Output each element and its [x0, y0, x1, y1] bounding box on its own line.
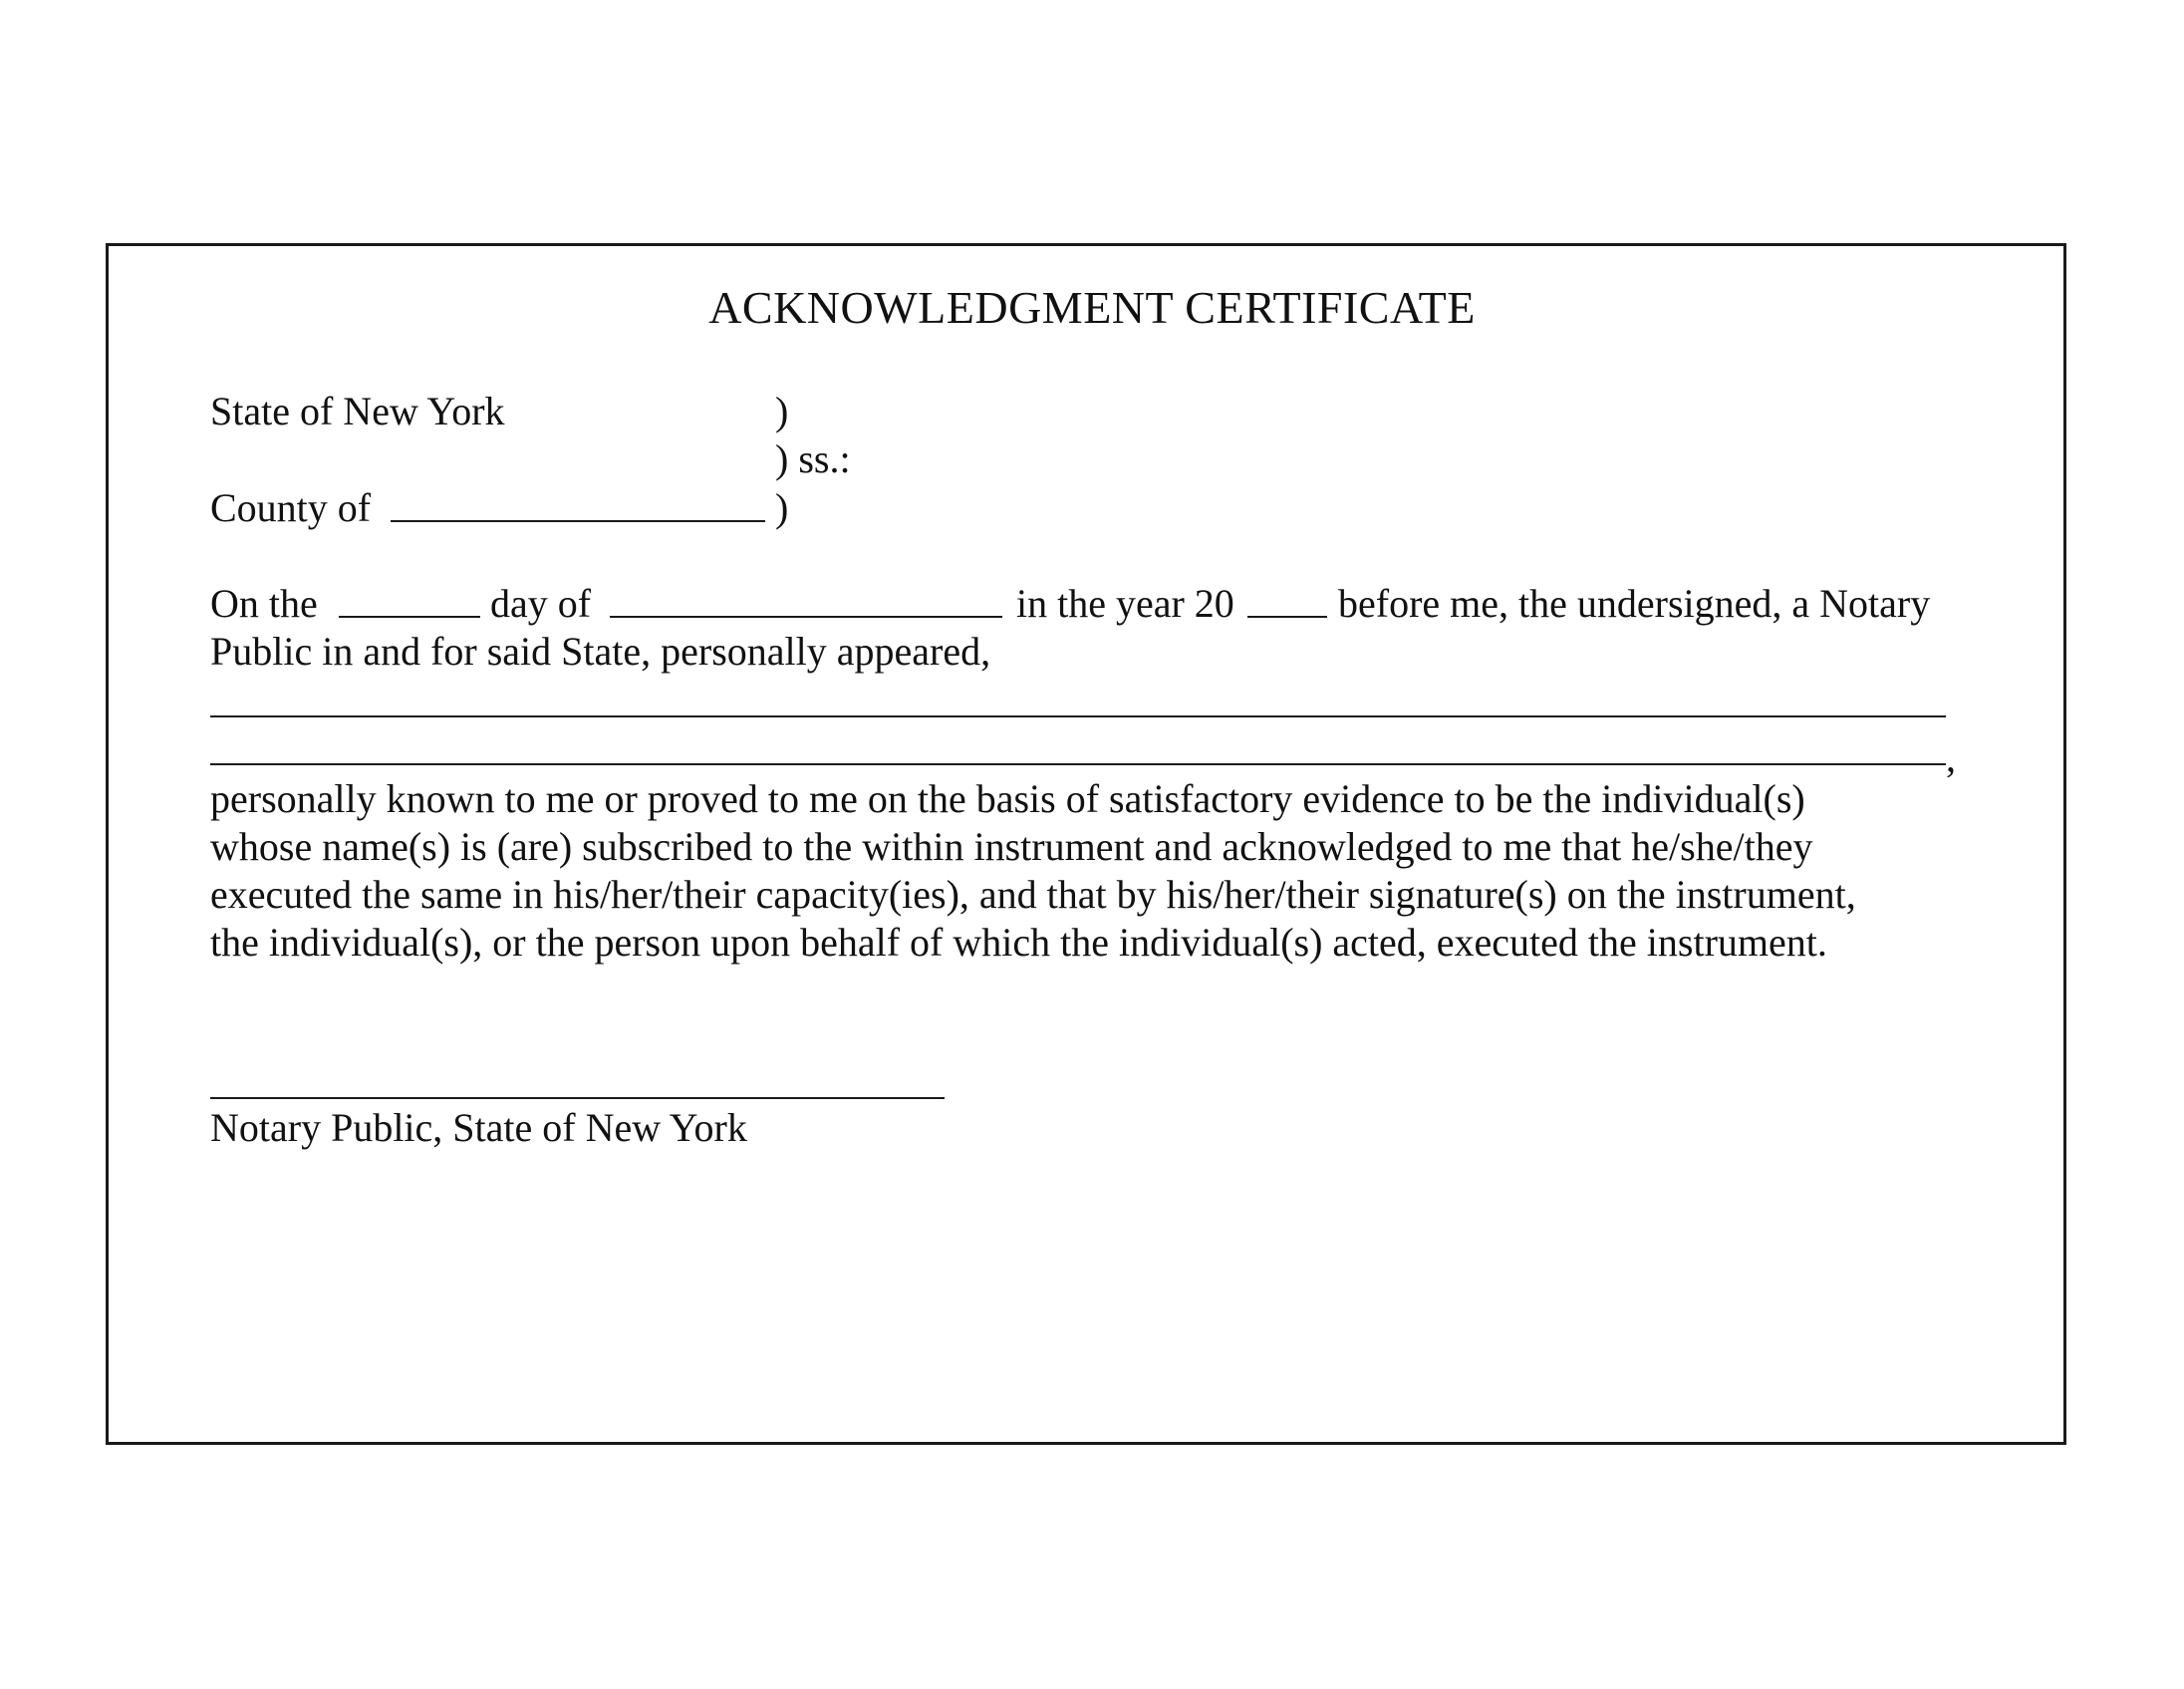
year-blank[interactable] [1247, 616, 1327, 618]
month-blank[interactable] [610, 616, 1002, 618]
intro-in-the-year: in the year 20 [1016, 581, 1234, 626]
venue-paren-bottom: ) [775, 485, 789, 530]
day-blank[interactable] [339, 616, 480, 618]
paragraph-line: executed the same in his/her/their capacity(ies), and that by his/her/their signature(s) on the instrument, [210, 872, 1856, 917]
venue-ss: ) ss.: [775, 436, 851, 481]
name-line-2[interactable] [210, 763, 1946, 765]
venue-state: State of New York [210, 389, 505, 433]
county-label: County of [210, 485, 372, 530]
name-line-1[interactable] [210, 715, 1946, 717]
certificate-title: ACKNOWLEDGMENT CERTIFICATE [708, 282, 1476, 333]
acknowledgment-paragraph [210, 775, 1984, 967]
notary-signature-line[interactable] [210, 1097, 945, 1099]
paragraph-line: personally known to me or proved to me on the basis of satisfactory evidence to be the individual(s) [210, 776, 1805, 821]
intro-on-the: On the [210, 581, 318, 626]
name-line-comma: , [1946, 735, 1956, 780]
intro-line-2: Public in and for said State, personally appeared, [210, 629, 991, 674]
paragraph-line: whose name(s) is (are) subscribed to the within instrument and acknowledged to me that he/she/they [210, 824, 1813, 869]
notary-signature-label: Notary Public, State of New York [210, 1105, 747, 1150]
paragraph-line: the individual(s), or the person upon behalf of which the individual(s) acted, executed the instrument. [210, 920, 1827, 965]
intro-day-of: day of [490, 581, 592, 626]
county-blank[interactable] [391, 520, 765, 522]
venue-paren-top: ) [775, 389, 789, 433]
intro-before-me: before me, the undersigned, a Notary [1338, 581, 1931, 626]
